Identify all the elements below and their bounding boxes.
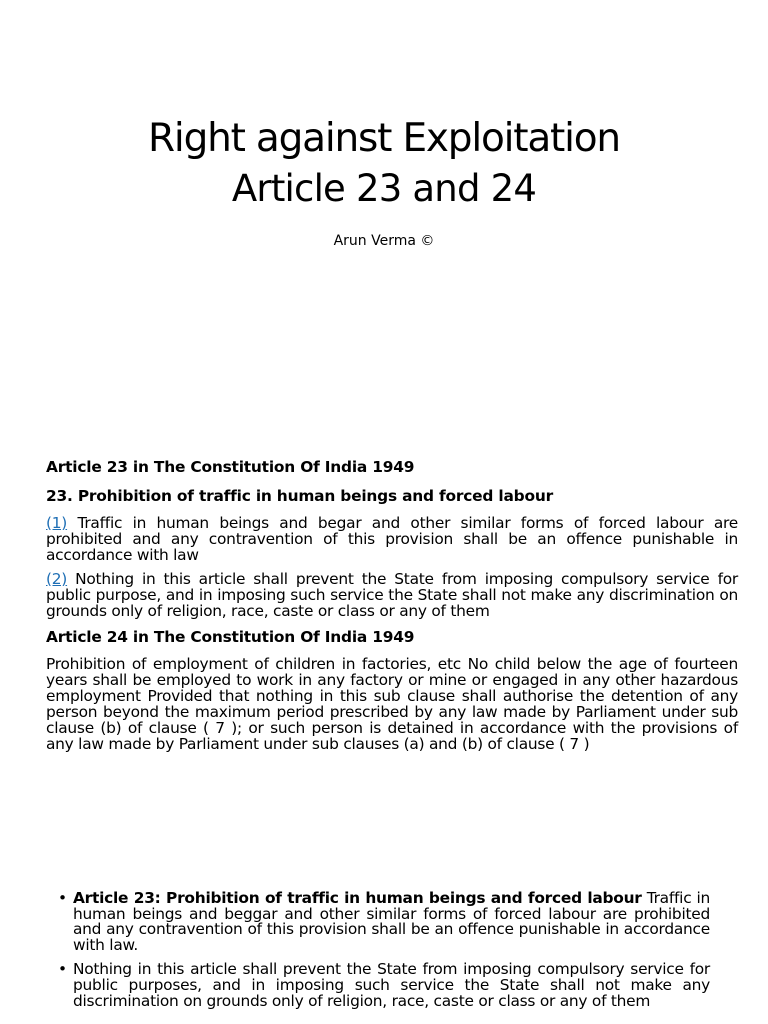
bullet-list	[58, 891, 710, 1018]
bullet-heading: Article 23: Prohibition of traffic in human beings and forced labour	[73, 889, 642, 907]
article-24-heading: Article 24 in The Constitution Of India 1949	[46, 628, 415, 646]
slide-title: Right against Exploitation	[148, 116, 620, 161]
clause-2-link[interactable]: (2)	[46, 570, 68, 588]
bullet-icon: •	[58, 889, 67, 907]
clause-1-link[interactable]: (1)	[46, 514, 68, 532]
slide-subtitle: Article 23 and 24	[231, 167, 537, 210]
article-24-paragraph: Prohibition of employment of children in factories, etc No child below the age of fourteen years shall be employed to work in any factory or mine or engaged in any other hazardous employment Provided that nothing in this sub clause shall authorise the detention of any person beyond the maximum period prescribed by any law made by Parliament under sub clause (b) of clause ( 7 ); or such person is detained in accordance with the provisions of any law made by Parliament under sub clauses (a) and (b) of clause ( 7 )	[46, 655, 738, 753]
bullet-slide	[0, 840, 768, 1024]
bullet-text: Traffic in human beings and beggar and other similar forms of forced labour are prohibited and any contravention of this provision shall be an offence punishable in accordance with law.	[73, 889, 710, 954]
article-text-slide	[0, 430, 768, 840]
article-23-subheading: 23. Prohibition of traffic in human beings and forced labour	[46, 487, 553, 505]
bullet-icon: •	[58, 960, 67, 979]
clause-1-text: Traffic in human beings and begar and other similar forms of forced labour are prohibited and any contravention of this provision shall be an offence punishable in accordance with law	[46, 514, 738, 564]
slide-content	[46, 457, 738, 760]
title-slide	[0, 0, 768, 430]
clause-1-paragraph	[46, 515, 738, 563]
bullet-item-compulsory-service	[58, 962, 710, 1009]
author-credit: Arun Verma ©	[333, 233, 435, 249]
bullet-item-article-23	[58, 891, 710, 953]
clause-2-paragraph	[46, 571, 738, 619]
bullet-text: Nothing in this article shall prevent the State from imposing compulsory service for public purposes, and in imposing such service the State shall not make any discrimination on grounds only of religion, race, caste or class or any of them	[73, 960, 710, 1010]
article-23-heading: Article 23 in The Constitution Of India 1949	[46, 458, 415, 476]
clause-2-text: Nothing in this article shall prevent the State from imposing compulsory service for public purpose, and in imposing such service the State shall not make any discrimination on grounds only of religion, race, caste or class or any of them	[46, 570, 738, 620]
